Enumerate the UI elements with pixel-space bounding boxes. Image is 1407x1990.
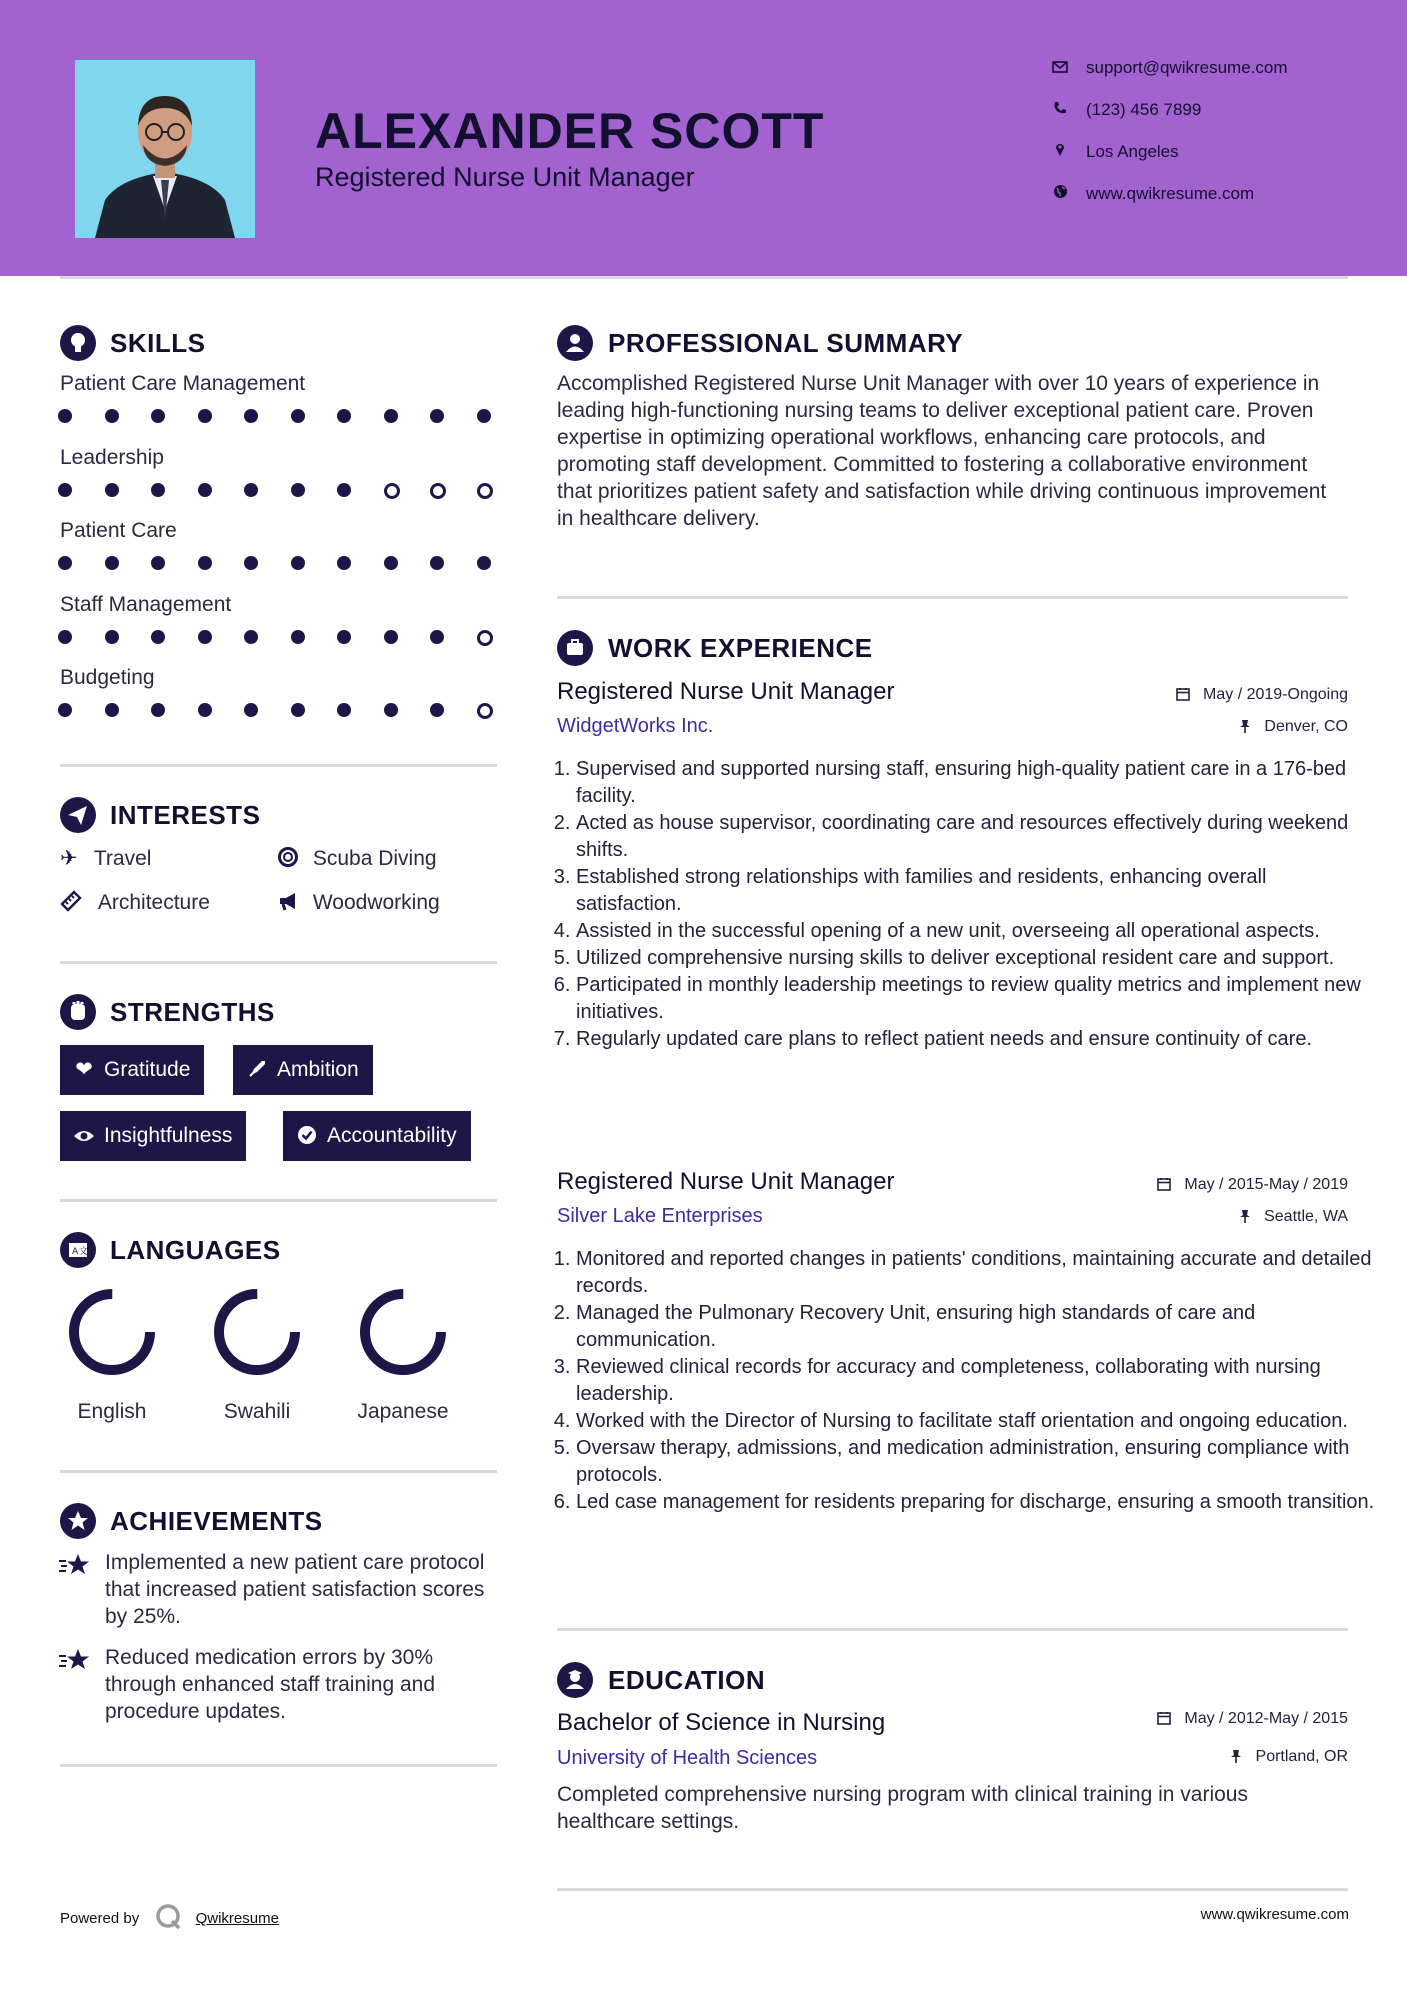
list-item: 5. Oversaw therapy, admissions, and medication administration, ensuring compliance with protocols.: [576, 1435, 1376, 1489]
language-gauge-arc: [219, 1294, 295, 1370]
skill-rating: [58, 480, 498, 502]
interest-label: Architecture: [97, 891, 210, 914]
skill-rating: [58, 406, 498, 428]
skill-label: Staff Management: [60, 593, 232, 616]
rating-dot-filled: [430, 556, 444, 570]
rating-dot-filled: [105, 630, 119, 644]
education-dates: [1157, 1710, 1348, 1728]
language-label: Japanese: [357, 1400, 449, 1423]
calendar-icon: [1176, 686, 1194, 703]
job-company: Silver Lake Enterprises: [557, 1205, 763, 1227]
interest-label: Woodworking: [312, 891, 440, 914]
life-ring-icon: [277, 845, 301, 872]
rating-dot-filled: [244, 556, 258, 570]
rating-dot-filled: [337, 483, 351, 497]
list-item: 6. Participated in monthly leadership meetings to review quality metrics and implement new initiatives.: [576, 972, 1376, 1026]
rating-dot-filled: [198, 409, 212, 423]
rating-dot-filled: [151, 556, 165, 570]
language-gauge: [209, 1284, 305, 1380]
strength-label: Accountability: [327, 1124, 457, 1147]
job-dates: [1157, 1176, 1348, 1194]
achievement-text: Reduced medication errors by 30% through enhanced staff training and procedure updates.: [105, 1646, 436, 1723]
user-icon: [557, 325, 593, 361]
skill-rating: [58, 627, 498, 649]
education-divider: [557, 1888, 1348, 1891]
contact-phone-text[interactable]: (123) 456 7899: [1086, 100, 1202, 119]
rating-dot-filled: [244, 409, 258, 423]
list-item: 3. Reviewed clinical records for accuracy and completeness, collaborating with nursing leadership.: [576, 1354, 1376, 1408]
achievement-text: Implemented a new patient care protocol that increased patient satisfaction scores by 25%.: [105, 1551, 485, 1628]
paper-plane-icon: [60, 797, 96, 833]
check-circle-icon: [295, 1111, 319, 1161]
rating-dot-filled: [291, 703, 305, 717]
rating-dot-filled: [291, 630, 305, 644]
job-dates: [1176, 686, 1348, 704]
strength-label: Insightfulness: [104, 1124, 233, 1147]
strength-label: Ambition: [277, 1058, 359, 1081]
profile-photo: [75, 60, 255, 238]
qwikresume-logo-icon: [155, 1903, 183, 1935]
rating-dot-filled: [291, 483, 305, 497]
list-item: 3. Established strong relationships with families and residents, enhancing overall satisfaction.: [576, 864, 1376, 918]
language-label: English: [77, 1400, 147, 1423]
plane-icon: ✈: [60, 847, 78, 870]
calendar-icon: [1157, 1176, 1175, 1193]
rating-dot-filled: [105, 483, 119, 497]
rating-dot-filled: [105, 556, 119, 570]
rating-dot-filled: [151, 409, 165, 423]
summary-text: Accomplished Registered Nurse Unit Manager with over 10 years of experience in leading high-functioning nursing teams to deliver exceptional patient care. Proven expertise in optimizing operational workflows, enhancing care protocols, and promoting staff development. Committed to fostering a collaborative environment that prioritizes patient safety and satisfaction while driving continuous improvement in healthcare delivery.: [557, 372, 1327, 530]
job-title: Registered Nurse Unit Manager: [557, 678, 895, 705]
achievements-divider: [60, 1764, 497, 1767]
education-location: [1230, 1748, 1348, 1766]
contact-email[interactable]: [1050, 58, 1288, 78]
list-item: 4. Assisted in the successful opening of a new unit, overseeing all operational aspects.: [576, 918, 1376, 945]
achievements-heading: ACHIEVEMENTS: [110, 1506, 323, 1536]
svg-text:A: A: [72, 1247, 79, 1257]
language-gauge: [64, 1284, 160, 1380]
rating-dot-filled: [291, 556, 305, 570]
ruler-icon: [60, 889, 84, 916]
experience-heading: WORK EXPERIENCE: [608, 633, 873, 663]
job-bullets: [548, 1246, 1376, 1516]
rating-dot-empty: [477, 630, 493, 646]
rating-dot-filled: [58, 483, 72, 497]
list-item: 2. Managed the Pulmonary Recovery Unit, ensuring high standards of care and communication.: [576, 1300, 1376, 1354]
rating-dot-filled: [430, 703, 444, 717]
summary-divider: [557, 596, 1348, 599]
star-badge-icon: [60, 1503, 96, 1539]
brand-link[interactable]: Qwikresume: [195, 1910, 279, 1927]
job-dates-text: May / 2015-May / 2019: [1184, 1176, 1348, 1193]
strengths-divider: [60, 1199, 497, 1202]
job-company: WidgetWorks Inc.: [557, 715, 714, 737]
rating-dot-filled: [384, 703, 398, 717]
experience-divider: [557, 1628, 1348, 1631]
interest-woodworking: [277, 889, 440, 916]
languages-divider: [60, 1470, 497, 1473]
interests-divider: [60, 961, 497, 964]
list-item: 5. Utilized comprehensive nursing skills to deliver exceptional resident care and support.: [576, 945, 1376, 972]
rating-dot-filled: [291, 409, 305, 423]
language-gauge: [355, 1284, 451, 1380]
strength-chip-insightfulness: [60, 1111, 246, 1161]
rating-dot-filled: [244, 483, 258, 497]
list-item: 4. Worked with the Director of Nursing to facilitate staff orientation and ongoing education.: [576, 1408, 1376, 1435]
language-label: Swahili: [223, 1400, 291, 1423]
language-icon: [60, 1232, 96, 1268]
globe-icon: [1050, 184, 1070, 204]
contact-website-text[interactable]: www.qwikresume.com: [1086, 184, 1255, 203]
strengths-heading: STRENGTHS: [110, 997, 275, 1027]
rating-dot-empty: [477, 483, 493, 499]
job-location: [1239, 718, 1348, 736]
list-item: 1. Supervised and supported nursing staff, ensuring high-quality patient care in a 176-bed facility.: [576, 756, 1376, 810]
footer-website[interactable]: www.qwikresume.com: [1200, 1906, 1349, 1923]
rating-dot-filled: [151, 703, 165, 717]
rating-dot-filled: [244, 630, 258, 644]
interest-architecture: [60, 889, 210, 916]
rating-dot-filled: [244, 703, 258, 717]
powered-by: [60, 1903, 279, 1935]
strength-chip-ambition: [233, 1045, 373, 1095]
rating-dot-filled: [58, 556, 72, 570]
skill-label: Patient Care Management: [60, 372, 306, 395]
powered-by-label: Powered by: [60, 1910, 140, 1927]
svg-text:文: 文: [79, 1247, 89, 1257]
header-banner: [0, 0, 1407, 276]
rating-dot-filled: [58, 409, 72, 423]
rating-dot-filled: [430, 630, 444, 644]
rocket-icon: [245, 1045, 269, 1095]
job-location-text: Denver, CO: [1264, 718, 1348, 735]
list-item: 1. Monitored and reported changes in patients' conditions, maintaining accurate and detailed records.: [576, 1246, 1376, 1300]
briefcase-icon: [557, 630, 593, 666]
list-item: 7. Regularly updated care plans to reflect patient needs and ensure continuity of care.: [576, 1026, 1376, 1053]
rating-dot-filled: [198, 703, 212, 717]
pushpin-icon: [1230, 1748, 1246, 1765]
summary-heading: PROFESSIONAL SUMMARY: [608, 328, 964, 358]
list-item: 2. Acted as house supervisor, coordinating care and resources effectively during weekend shifts.: [576, 810, 1376, 864]
education-location-text: Portland, OR: [1255, 1748, 1348, 1765]
skill-rating: [58, 700, 498, 722]
rating-dot-filled: [151, 483, 165, 497]
rating-dot-filled: [105, 703, 119, 717]
job-location: [1239, 1208, 1348, 1226]
star-icon: [58, 1553, 92, 1582]
rating-dot-filled: [198, 556, 212, 570]
languages-heading: LANGUAGES: [110, 1235, 281, 1265]
heart-icon: ❤: [75, 1058, 93, 1081]
envelope-icon: [1050, 58, 1070, 78]
rating-dot-empty: [477, 703, 493, 719]
candidate-name: ALEXANDER SCOTT: [315, 103, 825, 159]
rating-dot-filled: [384, 409, 398, 423]
rating-dot-filled: [337, 556, 351, 570]
rating-dot-filled: [477, 409, 491, 423]
language-gauge-arc: [74, 1294, 150, 1370]
interest-travel: [60, 845, 151, 872]
skills-divider: [60, 764, 497, 767]
contact-website[interactable]: [1050, 184, 1254, 204]
calendar-icon: [1157, 1710, 1175, 1727]
rating-dot-filled: [337, 409, 351, 423]
rating-dot-filled: [105, 409, 119, 423]
contact-phone[interactable]: [1050, 100, 1201, 120]
rating-dot-empty: [430, 483, 446, 499]
rating-dot-filled: [384, 556, 398, 570]
job-bullets: [548, 756, 1376, 1053]
phone-icon: [1050, 100, 1070, 120]
contact-email-text[interactable]: support@qwikresume.com: [1086, 58, 1288, 77]
megaphone-icon: [277, 889, 301, 916]
job-location-text: Seattle, WA: [1264, 1208, 1348, 1225]
rating-dot-filled: [337, 703, 351, 717]
pushpin-icon: [1239, 718, 1255, 735]
school-name: University of Health Sciences: [557, 1747, 818, 1769]
rating-dot-filled: [430, 409, 444, 423]
strength-chip-accountability: [283, 1111, 471, 1161]
skill-label: Leadership: [60, 446, 164, 469]
map-pin-icon: [1050, 142, 1070, 162]
rating-dot-filled: [198, 483, 212, 497]
rating-dot-filled: [337, 630, 351, 644]
rating-dot-filled: [384, 630, 398, 644]
lightbulb-icon: [60, 325, 96, 361]
rating-dot-filled: [58, 630, 72, 644]
rating-dot-filled: [198, 630, 212, 644]
job-dates-text: May / 2019-Ongoing: [1203, 686, 1348, 703]
pushpin-icon: [1239, 1208, 1255, 1225]
skill-rating: [58, 553, 498, 575]
education-description: Completed comprehensive nursing program with clinical training in various healthcare settings.: [557, 1783, 1248, 1833]
language-gauge-arc: [365, 1294, 441, 1370]
header-divider: [60, 276, 1348, 279]
interest-scuba: [277, 845, 437, 872]
fist-icon: [60, 994, 96, 1030]
rating-dot-filled: [58, 703, 72, 717]
interest-label: Travel: [93, 847, 152, 870]
star-icon: [58, 1648, 92, 1677]
education-dates-text: May / 2012-May / 2015: [1184, 1710, 1348, 1727]
interests-heading: INTERESTS: [110, 800, 261, 830]
rating-dot-filled: [477, 556, 491, 570]
skill-label: Budgeting: [60, 666, 155, 689]
strength-label: Gratitude: [104, 1058, 191, 1081]
degree-title: Bachelor of Science in Nursing: [557, 1709, 886, 1736]
skills-heading: SKILLS: [110, 328, 206, 358]
eye-icon: [72, 1111, 96, 1161]
contact-location: [1050, 142, 1179, 162]
skill-label: Patient Care: [60, 519, 177, 542]
graduate-icon: [557, 1662, 593, 1698]
list-item: 6. Led case management for residents preparing for discharge, ensuring a smooth transition.: [576, 1489, 1376, 1516]
candidate-title: Registered Nurse Unit Manager: [315, 162, 695, 192]
rating-dot-empty: [384, 483, 400, 499]
job-title: Registered Nurse Unit Manager: [557, 1168, 895, 1195]
strength-chip-gratitude: [60, 1045, 204, 1095]
interest-label: Scuba Diving: [312, 847, 437, 870]
contact-location-text: Los Angeles: [1086, 142, 1179, 161]
rating-dot-filled: [151, 630, 165, 644]
education-heading: EDUCATION: [608, 1665, 766, 1695]
